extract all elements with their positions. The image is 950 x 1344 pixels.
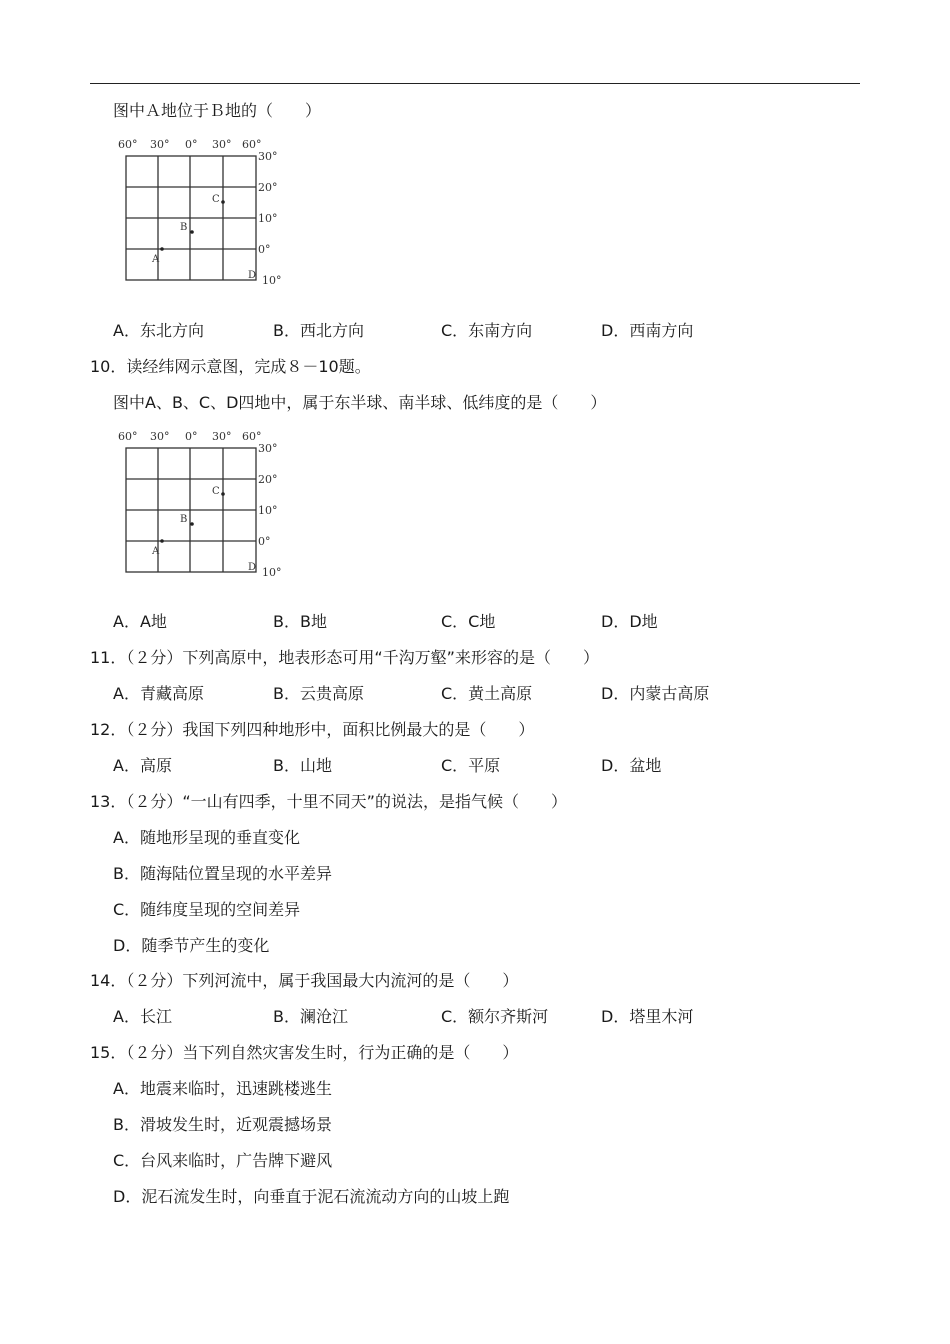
lat-label: 10° bbox=[262, 566, 282, 579]
q14-option-d[interactable]: D．塔里木河 bbox=[601, 1007, 694, 1026]
point-c-dot bbox=[221, 492, 225, 496]
q10-stem: 图中A、B、C、D四地中，属于东半球、南半球、低纬度的是（ ） bbox=[113, 393, 607, 412]
point-b-label: B bbox=[180, 222, 188, 233]
lat-lon-grid-figure-1 bbox=[112, 132, 292, 292]
q11-option-d[interactable]: D．内蒙古高原 bbox=[601, 684, 710, 703]
point-a-dot bbox=[160, 247, 164, 251]
q9-option-a[interactable]: A．东北方向 bbox=[113, 321, 204, 340]
q10-option-a[interactable]: A．A地 bbox=[113, 612, 167, 631]
q11-option-b[interactable]: B．云贵高原 bbox=[273, 684, 364, 703]
q9-option-c[interactable]: C．东南方向 bbox=[441, 321, 533, 340]
q12-option-c[interactable]: C．平原 bbox=[441, 756, 501, 775]
q15-option-a[interactable]: A．地震来临时，迅速跳楼逃生 bbox=[113, 1079, 332, 1098]
q14-option-b[interactable]: B．澜沧江 bbox=[273, 1007, 348, 1026]
point-a-label: A bbox=[152, 254, 160, 265]
point-c-dot bbox=[221, 200, 225, 204]
point-b-dot bbox=[190, 230, 194, 234]
q12-option-b[interactable]: B．山地 bbox=[273, 756, 332, 775]
point-a-dot bbox=[160, 539, 164, 543]
q15-option-b[interactable]: B．滑坡发生时，近观震撼场景 bbox=[113, 1115, 332, 1134]
lat-lon-grid-figure-2 bbox=[112, 424, 292, 584]
q12-option-d[interactable]: D．盆地 bbox=[601, 756, 662, 775]
lat-label: 20° bbox=[258, 181, 278, 194]
q10-option-c[interactable]: C．C地 bbox=[441, 612, 496, 631]
lon-label: 60° bbox=[118, 430, 138, 443]
lon-label: 30° bbox=[150, 430, 170, 443]
point-c-label: C bbox=[212, 486, 220, 497]
q13-option-d[interactable]: D．随季节产生的变化 bbox=[113, 936, 270, 955]
q9-stem: 图中Ａ地位于Ｂ地的（ ） bbox=[113, 101, 322, 120]
point-b-dot bbox=[190, 522, 194, 526]
q13-stem: 13．（２分）“一山有四季，十里不同天”的说法，是指气候（ ） bbox=[90, 792, 567, 811]
point-a-label: A bbox=[152, 546, 160, 557]
q10-option-b[interactable]: B．B地 bbox=[273, 612, 327, 631]
q13-option-c[interactable]: C．随纬度呈现的空间差异 bbox=[113, 900, 301, 919]
point-d-label: D bbox=[248, 270, 257, 281]
q15-stem: 15．（２分）当下列自然灾害发生时，行为正确的是（ ） bbox=[90, 1043, 519, 1062]
q14-option-c[interactable]: C．额尔齐斯河 bbox=[441, 1007, 549, 1026]
q15-option-d[interactable]: D．泥石流发生时，向垂直于泥石流流动方向的山坡上跑 bbox=[113, 1187, 510, 1206]
lat-label: 0° bbox=[258, 535, 271, 548]
point-c-label: C bbox=[212, 194, 220, 205]
q14-option-a[interactable]: A．长江 bbox=[113, 1007, 172, 1026]
point-b-label: B bbox=[180, 514, 188, 525]
lat-label: 10° bbox=[258, 504, 278, 517]
q14-stem: 14．（２分）下列河流中，属于我国最大内流河的是（ ） bbox=[90, 971, 519, 990]
q13-option-b[interactable]: B．随海陆位置呈现的水平差异 bbox=[113, 864, 332, 883]
point-d-label: D bbox=[248, 562, 257, 573]
lon-label: 60° bbox=[118, 138, 138, 151]
lat-label: 20° bbox=[258, 473, 278, 486]
lat-label: 30° bbox=[258, 442, 278, 455]
lat-label: 30° bbox=[258, 150, 278, 163]
q11-option-a[interactable]: A．青藏高原 bbox=[113, 684, 204, 703]
lat-label: 10° bbox=[258, 212, 278, 225]
q11-stem: 11．（２分）下列高原中，地表形态可用“千沟万壑”来形容的是（ ） bbox=[90, 648, 599, 667]
lon-label: 30° bbox=[212, 138, 232, 151]
q11-option-c[interactable]: C．黄土高原 bbox=[441, 684, 533, 703]
q9-option-b[interactable]: B．西北方向 bbox=[273, 321, 364, 340]
lat-label: 0° bbox=[258, 243, 271, 256]
lon-label: 30° bbox=[212, 430, 232, 443]
lon-label: 60° bbox=[242, 430, 262, 443]
lon-label: 60° bbox=[242, 138, 262, 151]
lon-label: 30° bbox=[150, 138, 170, 151]
q10-intro: 10．读经纬网示意图，完成８－10题。 bbox=[90, 357, 371, 376]
q12-stem: 12．（２分）我国下列四种地形中，面积比例最大的是（ ） bbox=[90, 720, 535, 739]
lon-label: 0° bbox=[185, 138, 198, 151]
lon-label: 0° bbox=[185, 430, 198, 443]
header-rule bbox=[90, 83, 860, 84]
q12-option-a[interactable]: A．高原 bbox=[113, 756, 172, 775]
q13-option-a[interactable]: A．随地形呈现的垂直变化 bbox=[113, 828, 300, 847]
lat-label: 10° bbox=[262, 274, 282, 287]
q10-option-d[interactable]: D．D地 bbox=[601, 612, 658, 631]
q15-option-c[interactable]: C．台风来临时，广告牌下避风 bbox=[113, 1151, 333, 1170]
q9-option-d[interactable]: D．西南方向 bbox=[601, 321, 694, 340]
